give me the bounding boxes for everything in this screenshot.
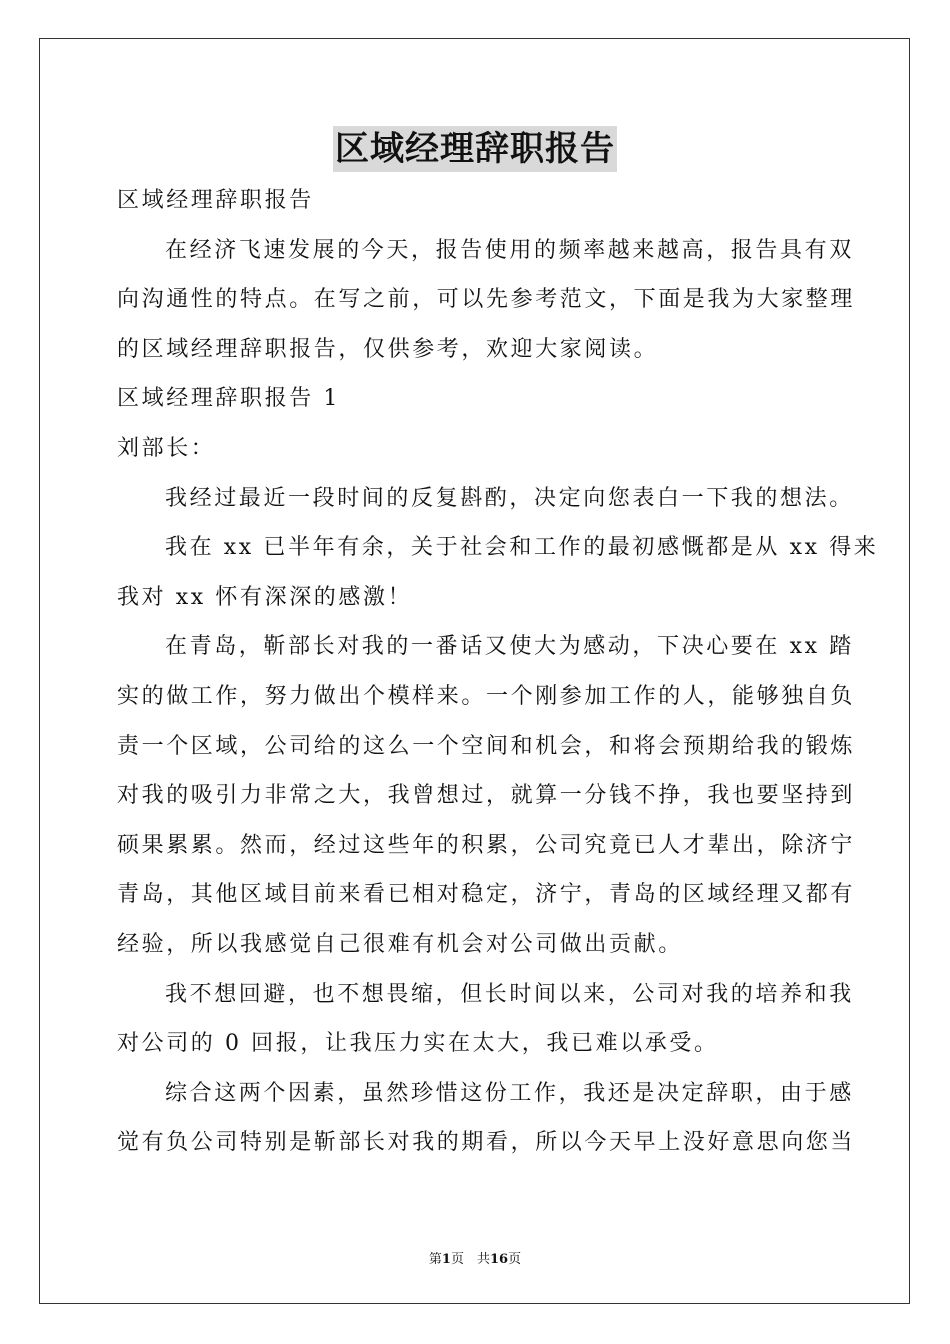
page-footer [0, 1248, 950, 1267]
text-line: 经验，所以我感觉自己很难有机会对公司做出贡献。 [117, 931, 683, 957]
text-line: 的区域经理辞职报告，仅供参考，欢迎大家阅读。 [117, 336, 659, 362]
text-line: 综合这两个因素，虽然珍惜这份工作，我还是决定辞职，由于感 [165, 1080, 854, 1106]
text-line: 硕果累累。然而，经过这些年的积累，公司究竟已人才辈出，除济宁 [117, 832, 856, 858]
text-line: 觉有负公司特别是靳部长对我的期看，所以今天早上没好意思向您当 [117, 1130, 856, 1156]
text-line: 区域经理辞职报告 1 [117, 386, 340, 412]
text-line: 在青岛，靳部长对我的一番话又使大为感动，下决心要在 xx 踏 [165, 634, 854, 660]
document-body [117, 176, 879, 1168]
text-line: 青岛，其他区域目前来看已相对稳定，济宁，青岛的区域经理又都有 [117, 882, 856, 908]
footer-mid: 页 共 [450, 1252, 490, 1267]
footer-prefix: 第 [428, 1252, 442, 1267]
footer-current-page: 1 [441, 1252, 451, 1267]
text-line: 向沟通性的特点。在写之前，可以先参考范文，下面是我为大家整理 [117, 287, 856, 313]
text-line: 刘部长： [117, 435, 216, 461]
footer-suffix: 页 [508, 1252, 522, 1267]
text-line: 责一个区域，公司给的这么一个空间和机会，和将会预期给我的锻炼 [117, 733, 856, 759]
footer-total-pages: 16 [489, 1252, 509, 1267]
document-title: 区域经理辞职报告 [333, 126, 617, 172]
text-line: 在经济飞速发展的今天，报告使用的频率越来越高，报告具有双 [165, 237, 854, 263]
text-line: 我不想回避，也不想畏缩，但长时间以来，公司对我的培养和我 [165, 981, 854, 1007]
text-line: 区域经理辞职报告 [117, 188, 314, 213]
text-line: 对我的吸引力非常之大，我曾想过，就算一分钱不挣，我也要坚持到 [117, 783, 856, 809]
text-line: 对公司的 0 回报，让我压力实在太大，我已难以承受。 [117, 1031, 719, 1057]
text-line: 我经过最近一段时间的反复斟酌，决定向您表白一下我的想法。 [165, 485, 854, 511]
text-line: 实的做工作，努力做出个模样来。一个刚参加工作的人，能够独自负 [117, 683, 856, 709]
text-line: 我在 xx 已半年有余，关于社会和工作的最初感慨都是从 xx 得来 [165, 535, 879, 561]
text-line: 我对 xx 怀有深深的感激！ [117, 584, 413, 610]
title-container [0, 126, 950, 172]
